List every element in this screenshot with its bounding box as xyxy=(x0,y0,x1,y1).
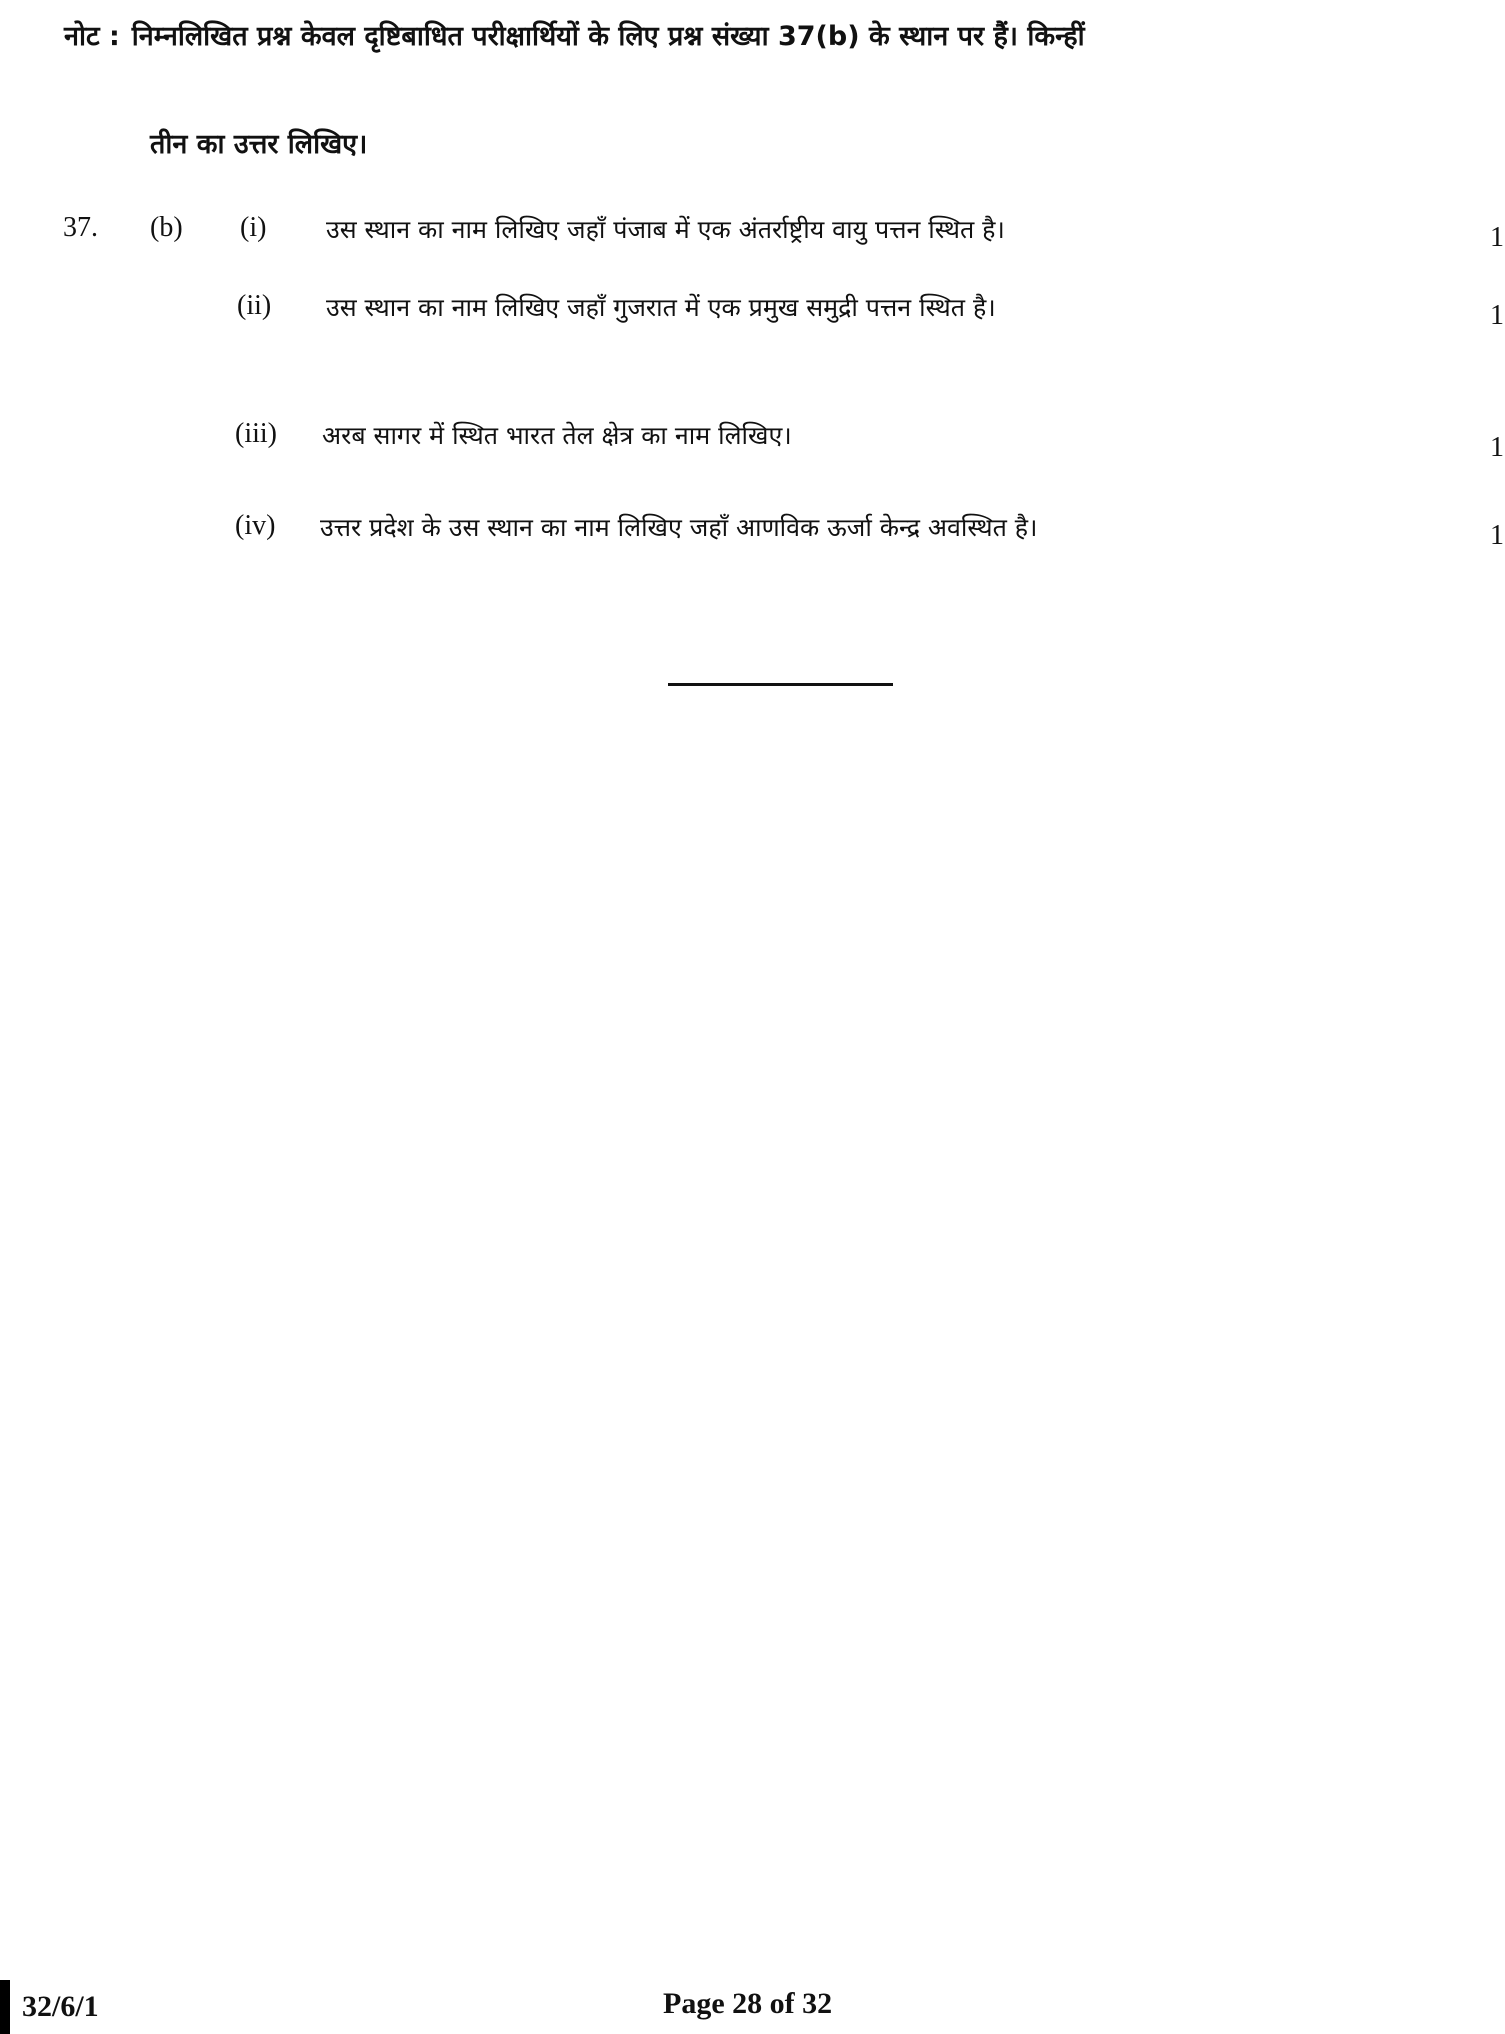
note-instruction xyxy=(64,22,1444,52)
note-line-1: निम्नलिखित प्रश्न केवल दृष्टिबाधित परीक्षार्थियों के लिए प्रश्न संख्या 37(b) के स्थान पर हैं। किन्हीं xyxy=(131,21,1085,52)
sub-label: (iii) xyxy=(235,418,277,449)
sub-label: (i) xyxy=(240,212,267,243)
footer-bar xyxy=(0,1980,10,2034)
note-line-2: तीन का उत्तर लिखिए। xyxy=(150,129,368,160)
end-divider xyxy=(668,683,893,686)
question-part: (b) xyxy=(150,212,183,243)
page-number: Page 28 of 32 xyxy=(663,1987,833,2020)
paper-code: 32/6/1 xyxy=(22,1990,99,2023)
marks: 1 xyxy=(1490,520,1504,551)
question-text: अरब सागर में स्थित भारत तेल क्षेत्र का नाम लिखिए। xyxy=(322,421,792,450)
question-text: उस स्थान का नाम लिखिए जहाँ पंजाब में एक अंतर्राष्ट्रीय वायु पत्तन स्थित है। xyxy=(326,215,1005,244)
question-number: 37. xyxy=(63,212,98,243)
sub-label: (iv) xyxy=(235,510,276,541)
sub-label: (ii) xyxy=(237,290,272,321)
note-label: नोट : xyxy=(64,21,120,52)
marks: 1 xyxy=(1490,432,1504,463)
marks: 1 xyxy=(1490,222,1504,253)
question-item-ii xyxy=(0,290,1505,330)
question-text: उत्तर प्रदेश के उस स्थान का नाम लिखिए जहाँ आणविक ऊर्जा केन्द्र अवस्थित है। xyxy=(320,513,1038,542)
marks: 1 xyxy=(1490,300,1504,331)
question-item-iii xyxy=(0,418,1505,463)
question-item-i xyxy=(0,212,1505,252)
question-item-iv xyxy=(0,510,1505,550)
question-text: उस स्थान का नाम लिखिए जहाँ गुजरात में एक प्रमुख समुद्री पत्तन स्थित है। xyxy=(326,293,996,322)
